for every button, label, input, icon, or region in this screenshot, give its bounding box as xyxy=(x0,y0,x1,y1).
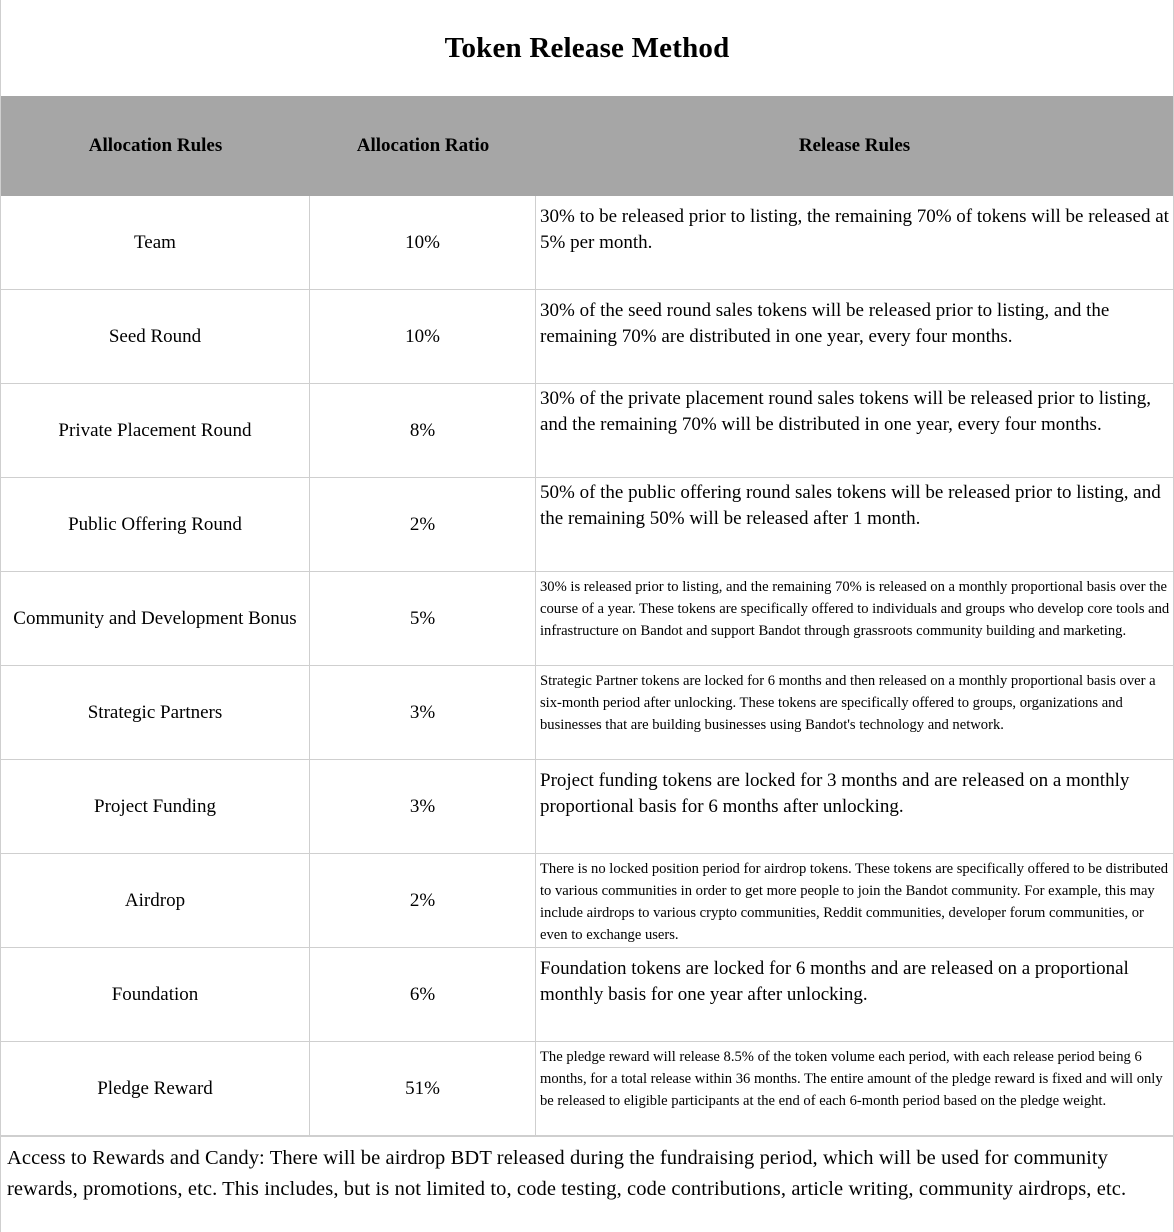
release-rule-cell: The pledge reward will release 8.5% of the token volume each period, with each release period being 6 months, for a total release within 36 months. The entire amount of the pledge reward is fixed and will only be released to eligible participants at the end of each 6-month period based on the pledge weight. xyxy=(540,1049,1163,1109)
page-title: Token Release Method xyxy=(444,31,730,64)
allocation-rule-cell: Team xyxy=(1,196,310,289)
table-row xyxy=(1,1042,1173,1136)
table-row xyxy=(1,760,1173,854)
allocation-ratio-cell: 5% xyxy=(310,572,536,665)
allocation-ratio-cell: 2% xyxy=(310,854,536,947)
footer-note: Access to Rewards and Candy: There will be airdrop BDT released during the fundraising period, which will be used for community rewards, promotions, etc. This includes, but is not limited to, code testing, code contributions, article writing, community airdrops, etc. xyxy=(1,1136,1173,1204)
header-allocation-ratio: Allocation Ratio xyxy=(356,135,490,156)
table-row xyxy=(1,478,1173,572)
release-rule-cell: There is no locked position period for airdrop tokens. These tokens are specifically offered to be distributed to various communities in order to get more people to join the Bandot community. For example, this may include airdrops to various crypto communities, Reddit communities, developer forum communities, or even to exchange users. xyxy=(540,861,1169,943)
release-rule-cell: 50% of the public offering round sales tokens will be released prior to listing, and the remaining 50% will be released after 1 month. xyxy=(540,482,1161,529)
table-row xyxy=(1,948,1173,1042)
allocation-rule-cell: Airdrop xyxy=(1,854,310,947)
release-rule-cell: 30% of the seed round sales tokens will be released prior to listing, and the remaining 70% are distributed in one year, every four months. xyxy=(540,300,1110,347)
allocation-rule-cell: Seed Round xyxy=(1,290,310,383)
release-rule-cell: Foundation tokens are locked for 6 months and are released on a proportional monthly basis for one year after unlocking. xyxy=(540,958,1129,1005)
allocation-rule-cell: Project Funding xyxy=(1,760,310,853)
allocation-ratio-cell: 6% xyxy=(310,948,536,1041)
allocation-rule-cell: Strategic Partners xyxy=(1,666,310,759)
table-row xyxy=(1,290,1173,384)
table-row xyxy=(1,854,1173,948)
release-rule-cell: 30% to be released prior to listing, the remaining 70% of tokens will be released at 5% per month. xyxy=(540,206,1169,253)
allocation-ratio-cell: 3% xyxy=(310,760,536,853)
allocation-rule-cell: Foundation xyxy=(1,948,310,1041)
table-row xyxy=(1,572,1173,666)
release-rule-cell: 30% of the private placement round sales tokens will be released prior to listing, and the remaining 70% will be distributed in one year, every four months. xyxy=(540,388,1151,435)
allocation-ratio-cell: 10% xyxy=(310,196,536,289)
allocation-ratio-cell: 10% xyxy=(310,290,536,383)
allocation-ratio-cell: 2% xyxy=(310,478,536,571)
table-row xyxy=(1,666,1173,760)
table-body xyxy=(1,196,1173,1136)
release-rule-cell: Strategic Partner tokens are locked for 6 months and then released on a monthly proportional basis over a six-month period after unlocking. These tokens are specifically offered to groups, organizations and businesses that are building businesses using Bandot's technology and network. xyxy=(540,673,1156,733)
table-row xyxy=(1,196,1173,290)
allocation-ratio-cell: 3% xyxy=(310,666,536,759)
allocation-ratio-cell: 8% xyxy=(310,384,536,477)
allocation-rule-cell: Pledge Reward xyxy=(1,1042,310,1135)
table-row xyxy=(1,384,1173,478)
header-allocation-rules: Allocation Rules xyxy=(88,135,223,156)
release-rule-cell: 30% is released prior to listing, and the remaining 70% is released on a monthly proportional basis over the course of a year. These tokens are specifically offered to individuals and groups who develop core tools and infrastructure on Bandot and support Bandot through grassroots community building and marketing. xyxy=(540,579,1170,639)
allocation-rule-cell: Private Placement Round xyxy=(1,384,310,477)
release-rule-cell: Project funding tokens are locked for 3 months and are released on a monthly proportional basis for 6 months after unlocking. xyxy=(540,770,1130,817)
allocation-rule-cell: Community and Development Bonus xyxy=(1,572,310,665)
table-header xyxy=(1,96,1173,196)
allocation-rule-cell: Public Offering Round xyxy=(1,478,310,571)
allocation-ratio-cell: 51% xyxy=(310,1042,536,1135)
header-release-rules: Release Rules xyxy=(798,135,911,156)
